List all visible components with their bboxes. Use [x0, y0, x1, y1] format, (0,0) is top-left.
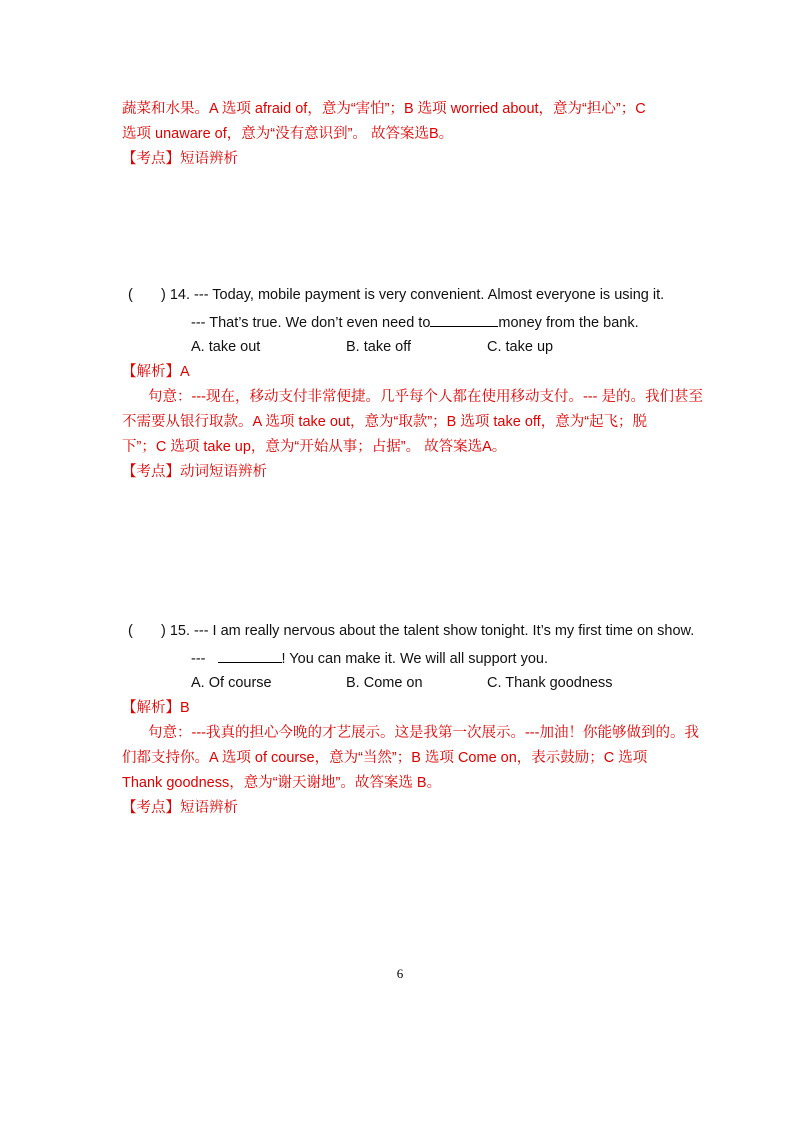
q14-reply-before: --- That’s true. We don’t even need to	[191, 315, 431, 331]
q14-explanation-line-3: 下”；C 选项 take up，意为“开始从事；占据”。 故答案选A。	[122, 439, 507, 455]
q15-stem: ) 15. --- I am really nervous about the talent show tonight. It’s my first time on show.	[161, 623, 695, 639]
q15-explanation-line-2: 们都支持你。A 选项 of course，意为“当然”；B 选项 Come on，表示鼓励；C 选项	[122, 750, 648, 766]
q15-option-b: B. Come on	[346, 675, 423, 691]
q13-explanation-line-1: 蔬菜和水果。A 选项 afraid of，意为“害怕”；B 选项 worried about，意为“担心”；C	[122, 101, 646, 117]
q14-reply-after: money from the bank.	[498, 315, 639, 331]
q15-blank	[218, 648, 282, 663]
q14-option-a: A. take out	[191, 339, 261, 355]
q15-analysis-label: 【解析】B	[122, 700, 190, 716]
q15-option-c: C. Thank goodness	[487, 675, 613, 691]
page-number: 6	[396, 966, 404, 981]
q14-stem: ) 14. --- Today, mobile payment is very convenient. Almost everyone is using it.	[161, 287, 665, 303]
q15-reply-after: ! You can make it. We will all support you.	[281, 651, 549, 667]
q14-option-b: B. take off	[346, 339, 412, 355]
q14-analysis-label: 【解析】A	[122, 364, 190, 380]
q14-explanation-line-2: 不需要从银行取款。A 选项 take out，意为“取款”；B 选项 take off，意为“起飞；脱	[122, 414, 648, 430]
q14-blank	[430, 312, 498, 327]
q15-answer-paren: (	[128, 623, 133, 639]
q14-answer-paren: (	[128, 287, 133, 303]
q15-explanation-line-3: Thank goodness，意为“谢天谢地”。故答案选 B。	[122, 775, 442, 791]
q13-explanation-line-2: 选项 unaware of，意为“没有意识到”。 故答案选B。	[122, 126, 454, 142]
q13-topic: 【考点】短语辨析	[122, 151, 238, 167]
q14-option-c: C. take up	[487, 339, 554, 355]
q15-option-a: A. Of course	[191, 675, 272, 691]
q15-reply-before: ---	[191, 651, 206, 667]
q15-explanation-line-1: 句意：---我真的担心今晚的才艺展示。这是我第一次展示。---加油！你能够做到的。我	[148, 725, 699, 741]
q15-reply	[191, 648, 548, 668]
q14-explanation-line-1: 句意：---现在，移动支付非常便捷。几乎每个人都在使用移动支付。--- 是的。我们甚至	[148, 389, 703, 405]
q14-reply	[191, 312, 639, 332]
q15-topic: 【考点】短语辨析	[122, 800, 238, 816]
q14-topic: 【考点】动词短语辨析	[122, 464, 267, 480]
